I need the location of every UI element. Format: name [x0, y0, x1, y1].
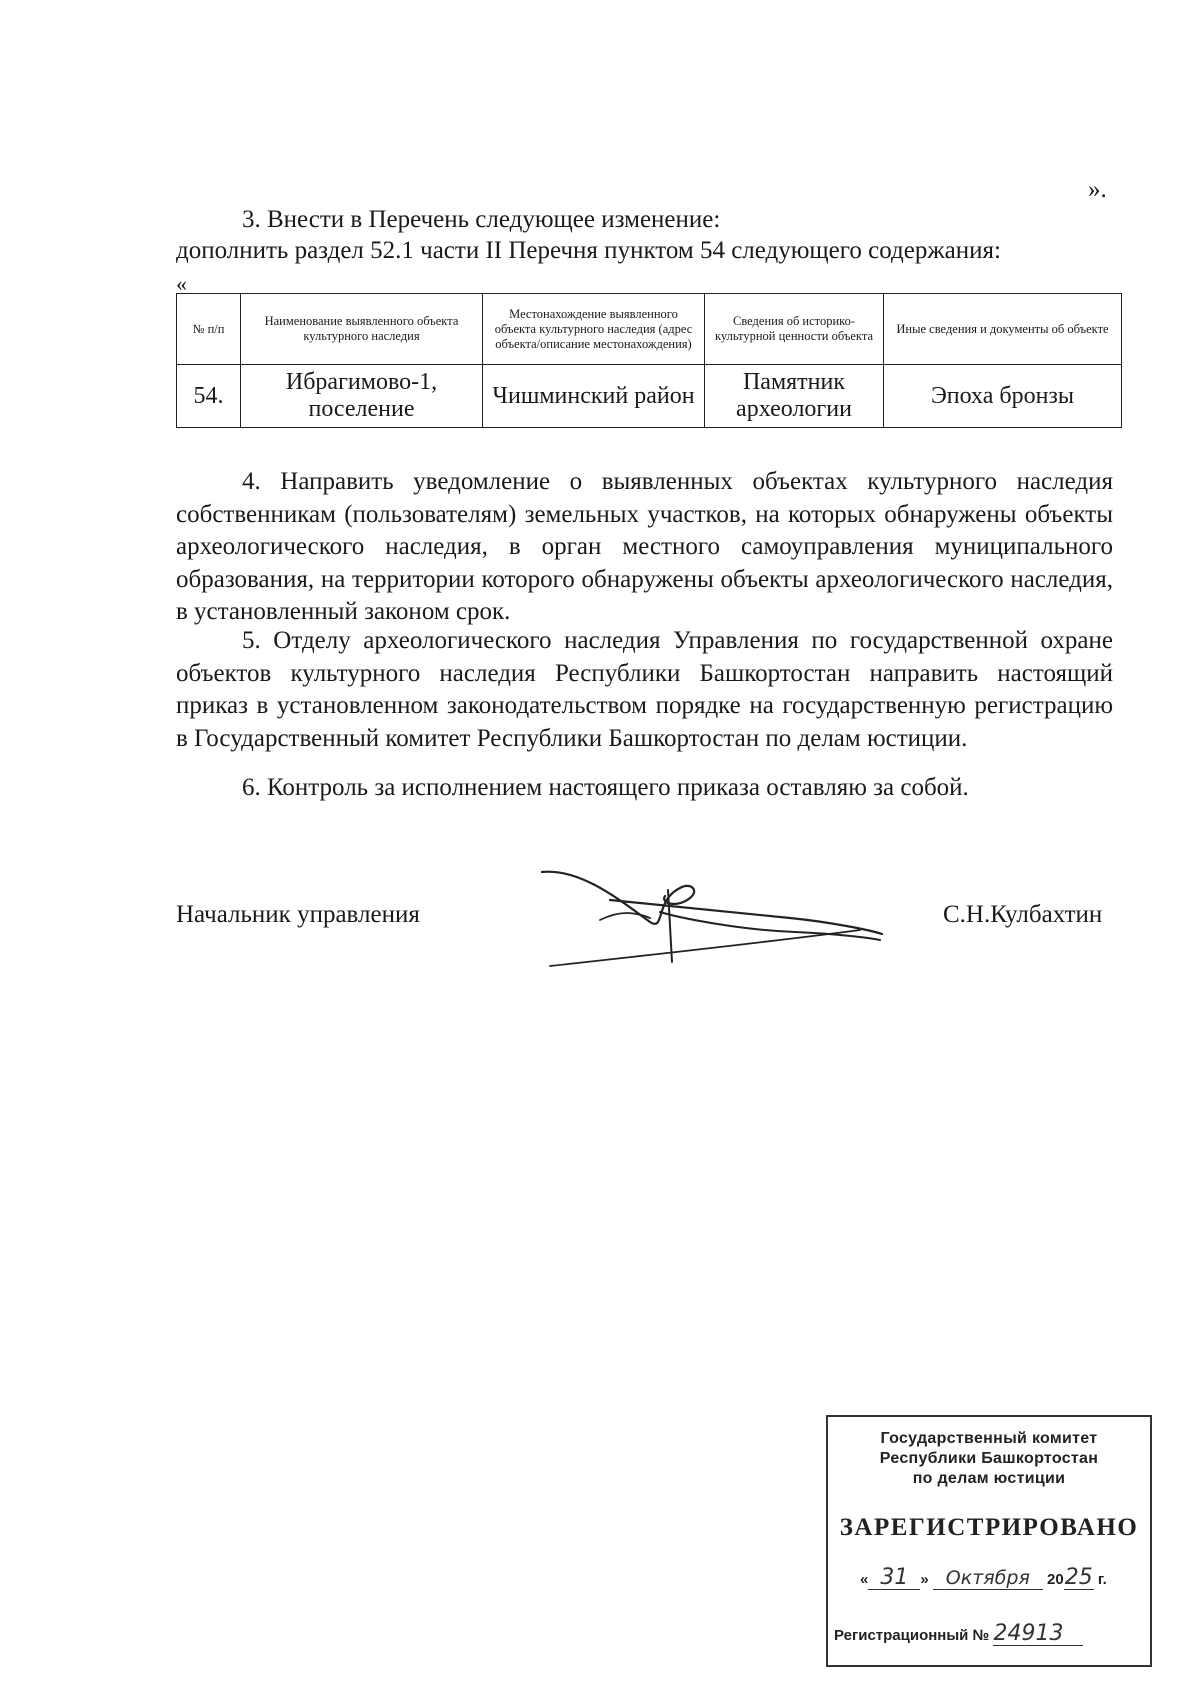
stamp-organization [828, 1429, 1150, 1489]
stamp-year-unit: г. [1097, 1571, 1107, 1588]
stamp-org-line: по делам юстиции [912, 1470, 1066, 1487]
item-3-body: дополнить раздел 52.1 части II Перечня пунктом 54 следующего содержания: [176, 237, 1001, 264]
header-location: Местонахождение выявленного объекта культурного наследия (адрес объекта/описание местонахождения) [483, 294, 705, 365]
stamp-org-line: Республики Башкортостан [879, 1450, 1099, 1467]
header-historical-value: Сведения об историко-культурной ценности объекта [705, 294, 884, 365]
stamp-registration-number [834, 1623, 1083, 1646]
stamp-date [860, 1567, 1150, 1590]
item-3-heading: 3. Внести в Перечень следующее изменение: [242, 206, 721, 233]
table-row [177, 365, 1122, 428]
stamp-org-line: Государственный комитет [880, 1430, 1098, 1447]
heritage-objects-table [176, 293, 1122, 428]
opening-quote: « [176, 271, 187, 296]
signatory-name: С.Н.Кулбахтин [943, 901, 1103, 928]
stamp-day: 31 [868, 1567, 920, 1590]
stamp-year-prefix: 20 [1047, 1571, 1064, 1588]
stamp-year-suffix: 25 [1064, 1565, 1093, 1590]
stamp-status: ЗАРЕГИСТРИРОВАНО [839, 1514, 1139, 1541]
header-object-name: Наименование выявленного объекта культурного наследия [241, 294, 483, 365]
cell-location: Чишминский район [483, 365, 705, 428]
table-header-row [177, 294, 1122, 365]
header-number: № п/п [177, 294, 241, 365]
header-other-info: Иные сведения и документы об объекте [884, 294, 1122, 365]
item-6-paragraph: 6. Контроль за исполнением настоящего приказа оставляю за собой. [242, 774, 969, 801]
stamp-open-quote: « [860, 1571, 869, 1588]
item-4-paragraph: 4. Направить уведомление о выявленных объектах культурного наследия собственникам (пользователям) земельных участков, на которых обнаружены объекты археологического наследия, в орган местного самоуправления муниципального образования, на территории которого обнаружены объекты археологического наследия, в установленный законом срок. [176, 468, 1113, 625]
stamp-number-value: 24913 [993, 1623, 1083, 1646]
registration-stamp [826, 1415, 1152, 1667]
cell-number: 54. [177, 365, 241, 428]
signatory-role: Начальник управления [176, 901, 420, 928]
cell-object-name: Ибрагимово-1, поселение [241, 365, 483, 428]
cell-historical-value: Памятник археологии [705, 365, 884, 428]
handwritten-signature [540, 860, 890, 970]
stamp-close-quote: » [920, 1571, 929, 1588]
closing-quote: ». [1088, 176, 1107, 203]
item-5-paragraph: 5. Отделу археологического наследия Управления по государственной охране объектов культурного наследия Республики Башкортостан направить настоящий приказ в установленном законодательством порядке на государственную регистрацию в Государственный комитет Республики Башкортостан по делам юстиции. [176, 627, 1113, 752]
stamp-month: Октября [933, 1567, 1043, 1590]
stamp-number-label: Регистрационный № [834, 1627, 990, 1644]
cell-other-info: Эпоха бронзы [884, 365, 1122, 428]
